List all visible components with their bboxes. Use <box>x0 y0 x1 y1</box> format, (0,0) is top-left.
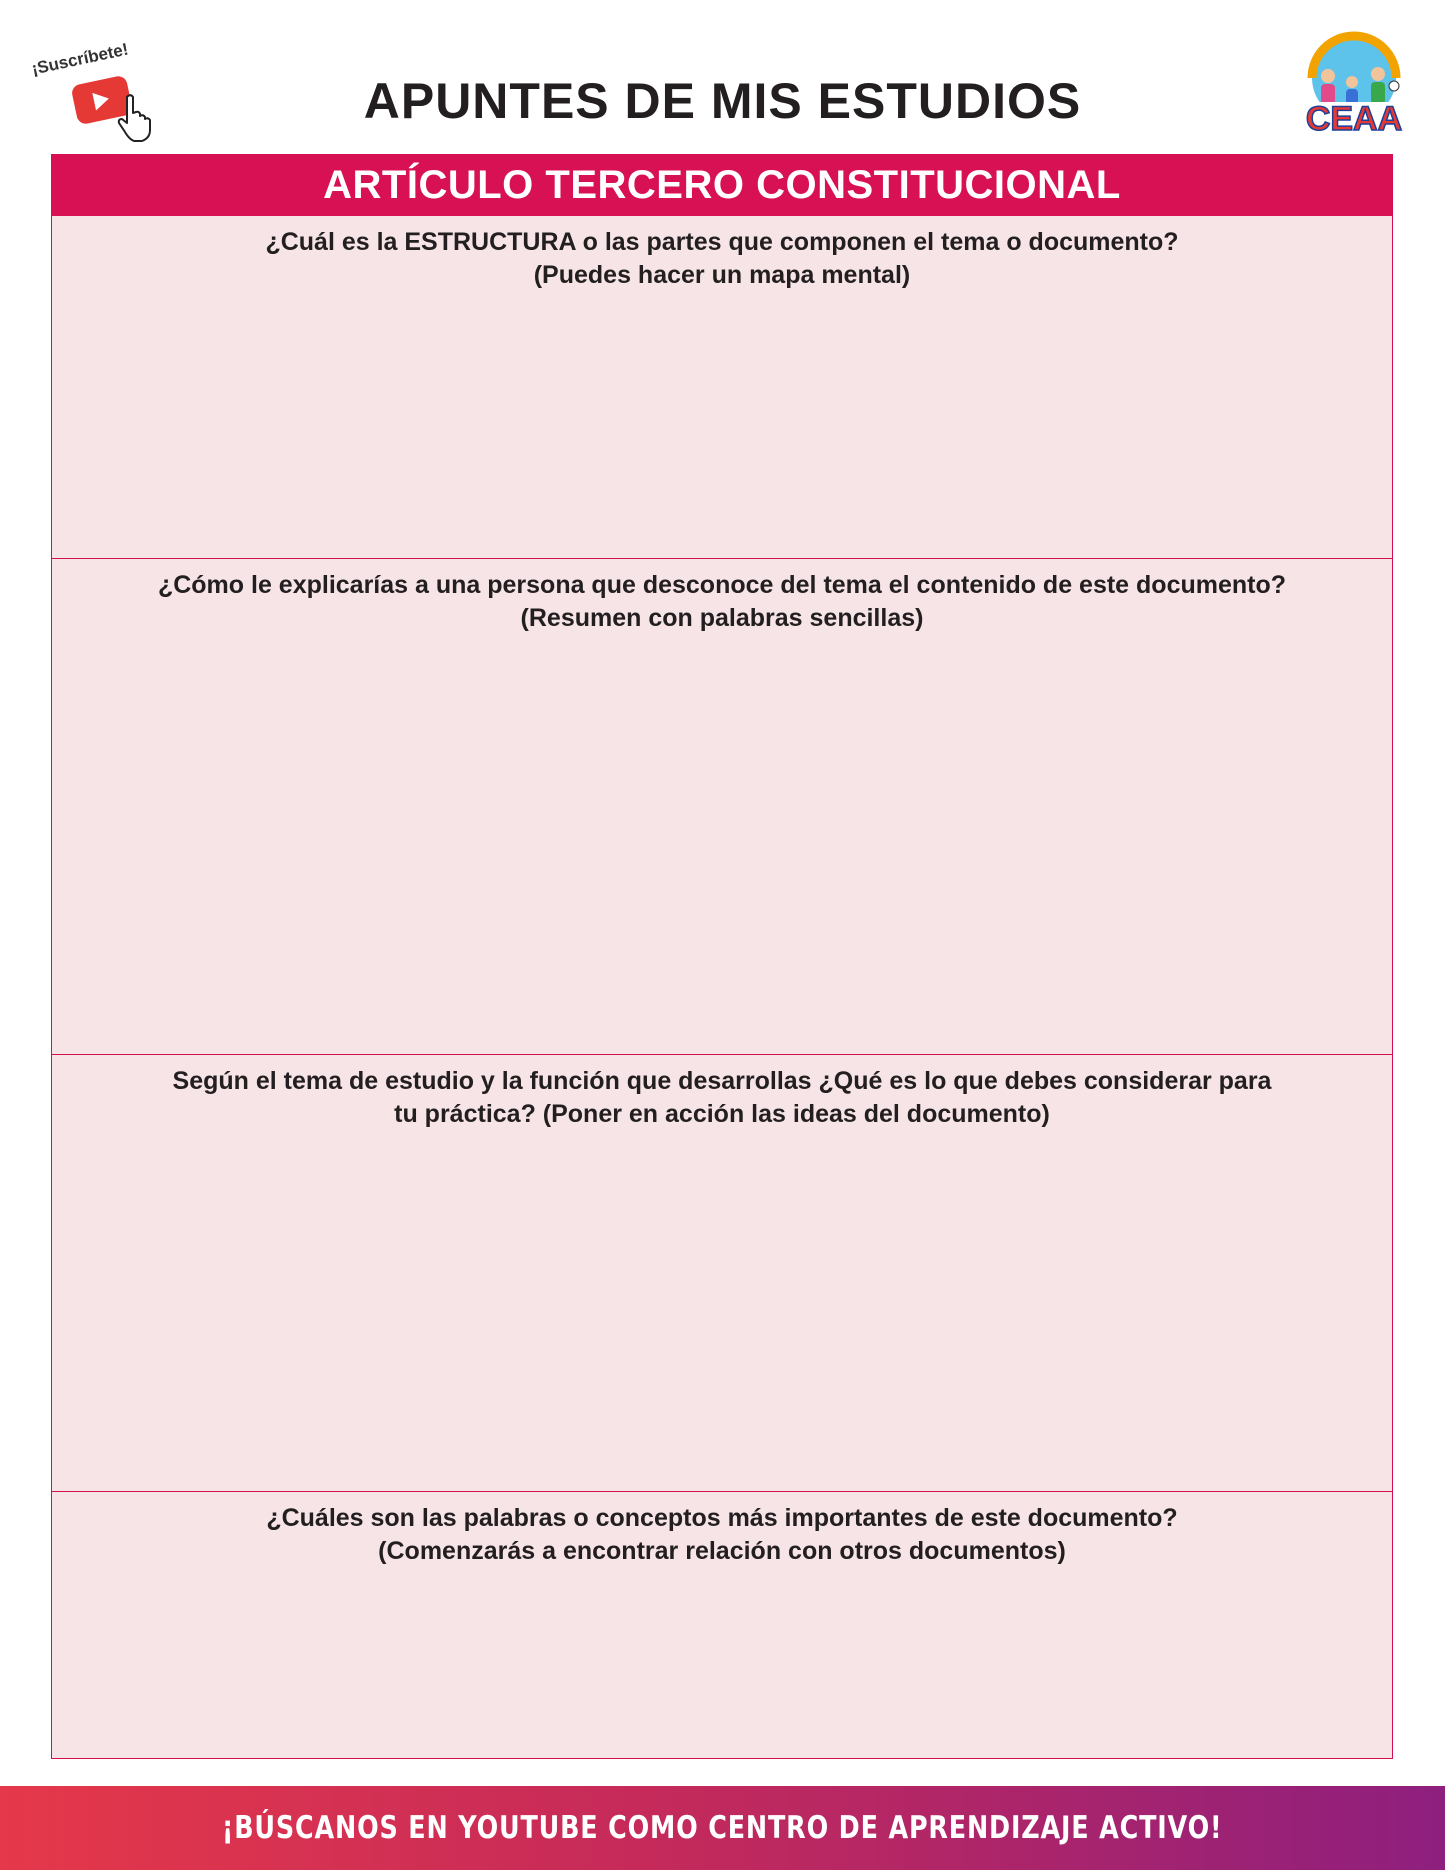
summary-prompt-line1: ¿Cómo le explicarías a una persona que desconoce del tema el contenido de este documento? <box>157 571 1287 599</box>
practice-section[interactable] <box>52 1054 1392 1491</box>
summary-section[interactable] <box>52 558 1392 1054</box>
structure-section[interactable] <box>52 216 1392 558</box>
footer-text: ¡BÚSCANOS EN YOUTUBE COMO CENTRO DE APRENDIZAJE ACTIVO! <box>222 1810 1223 1846</box>
subscribe-label: ¡Suscríbete! <box>30 39 131 79</box>
concepts-prompt-line1: ¿Cuáles son las palabras o conceptos más importantes de este documento? <box>266 1504 1178 1532</box>
summary-prompt-line2: (Resumen con palabras sencillas) <box>520 604 924 632</box>
svg-text:CEAA: CEAA <box>1305 100 1403 138</box>
worksheet-table <box>51 154 1393 1759</box>
worksheet-banner: ARTÍCULO TERCERO CONSTITUCIONAL <box>52 155 1392 216</box>
summary-prompt <box>52 569 1392 635</box>
structure-prompt <box>52 226 1392 292</box>
concepts-section[interactable] <box>52 1491 1392 1758</box>
ceaa-logo <box>1290 30 1418 144</box>
footer-banner <box>0 1786 1445 1870</box>
practice-prompt <box>52 1065 1392 1131</box>
practice-prompt-line2: tu práctica? (Poner en acción las ideas del documento) <box>394 1100 1050 1128</box>
concepts-prompt-line2: (Comenzarás a encontrar relación con otros documentos) <box>378 1537 1066 1565</box>
page-title: APUNTES DE MIS ESTUDIOS <box>363 73 1082 129</box>
concepts-prompt <box>52 1502 1392 1568</box>
structure-prompt-line1: ¿Cuál es la ESTRUCTURA o las partes que componen el tema o documento? <box>265 228 1179 256</box>
practice-prompt-line1: Según el tema de estudio y la función que desarrollas ¿Qué es lo que debes considerar para <box>172 1067 1272 1095</box>
structure-prompt-line2: (Puedes hacer un mapa mental) <box>533 261 911 289</box>
